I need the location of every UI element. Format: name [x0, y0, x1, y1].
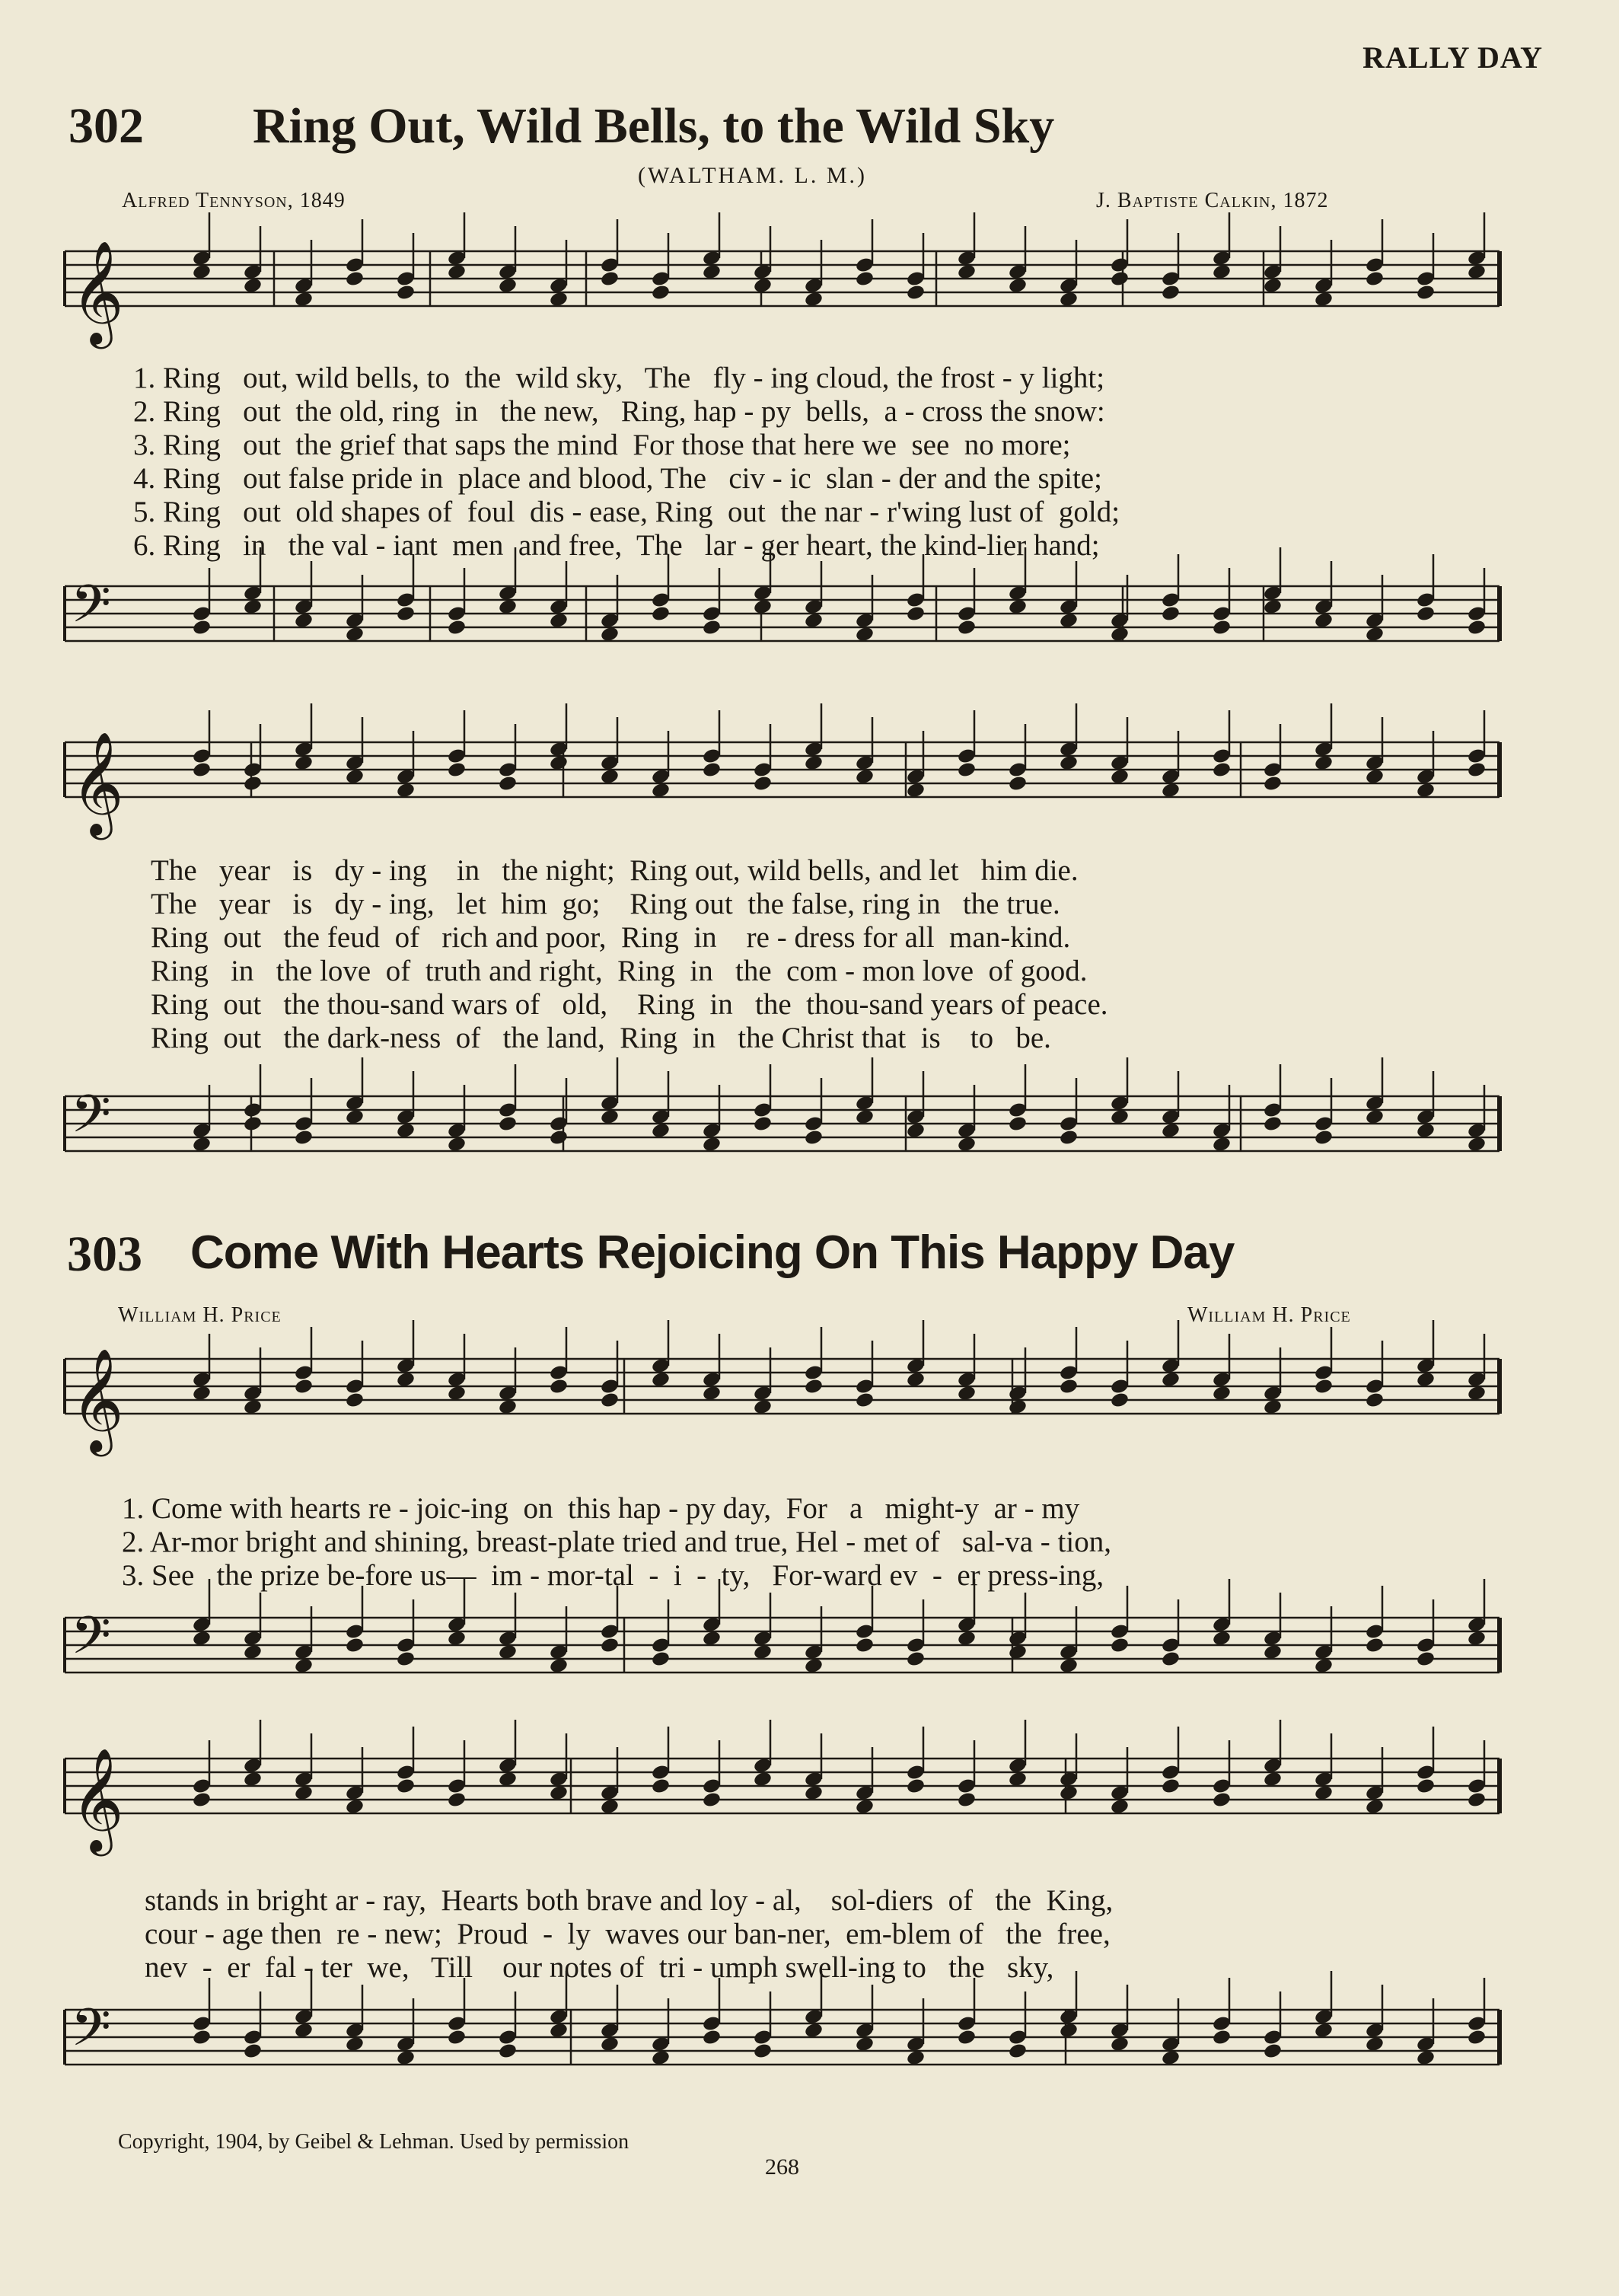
- hymn-302-words-credit: Alfred Tennyson, 1849: [122, 189, 346, 212]
- notehead: [702, 2029, 722, 2046]
- verse-line: Ring in the love of truth and right, Ring in the com - mon love of good.: [151, 955, 1088, 987]
- notehead: [600, 1637, 620, 1654]
- verse-line: 1. Ring out, wild bells, to the wild sky, The fly - ing cloud, the frost - y light;: [133, 362, 1105, 394]
- notehead: [957, 619, 977, 636]
- verse-line: The year is dy - ing in the night; Ring out, wild bells, and let him die.: [151, 854, 1079, 887]
- notehead: [1263, 2042, 1283, 2060]
- notehead: [957, 761, 977, 779]
- verse-line: nev - er fal - ter we, Till our notes of tri - umph swell-ing to the sky,: [145, 1951, 1054, 1984]
- notehead: [1467, 1791, 1487, 1809]
- notehead: [243, 1115, 263, 1133]
- notehead: [447, 619, 467, 636]
- notehead: [1161, 1778, 1181, 1795]
- notehead: [804, 1129, 824, 1146]
- notehead: [1365, 1392, 1385, 1409]
- notehead: [192, 1791, 212, 1809]
- verse-line: 5. Ring out old shapes of foul dis - ease, Ring out the nar - r'wing lust of gold;: [133, 496, 1120, 528]
- notehead: [396, 284, 416, 301]
- notehead: [192, 2029, 212, 2046]
- verse-line: The year is dy - ing, let him go; Ring out the false, ring in the true.: [151, 888, 1060, 920]
- verse-line: Ring out the dark-ness of the land, Ring in the Christ that is to be.: [151, 1022, 1051, 1054]
- hymn-302-verses-system-2: [151, 854, 1108, 1055]
- hymn-302-title: Ring Out, Wild Bells, to the Wild Sky: [253, 98, 1055, 154]
- hymn-303-verses-system-2: [145, 1884, 1113, 1985]
- notehead: [294, 1129, 314, 1146]
- verse-line: Ring out the feud of rich and poor, Ring in re - dress for all man-kind.: [151, 921, 1071, 954]
- notehead: [702, 619, 722, 636]
- notehead: [906, 284, 926, 301]
- notehead: [1263, 775, 1283, 792]
- notehead: [345, 1392, 365, 1409]
- notehead: [906, 1650, 926, 1668]
- verse-line: stands in bright ar - ray, Hearts both brave and loy - al, sol-diers of the King,: [145, 1884, 1114, 1917]
- verse-line: Ring out the thou-sand wars of old, Ring in the thou-sand years of peace.: [151, 988, 1108, 1021]
- notehead: [549, 1129, 569, 1146]
- notehead: [294, 1378, 314, 1395]
- verse-line: 6. Ring in the val - iant men and free, The lar - ger heart, the kind-lier hand;: [133, 529, 1100, 562]
- notehead: [1263, 1115, 1283, 1133]
- bass-clef-icon: 𝄢: [71, 1998, 111, 2071]
- notehead: [1059, 1378, 1079, 1395]
- treble-clef-icon: 𝄞: [71, 1746, 124, 1851]
- section-label: RALLY DAY: [1362, 40, 1543, 75]
- notehead: [396, 1650, 416, 1668]
- notehead: [1314, 1378, 1334, 1395]
- notehead: [1416, 1650, 1436, 1668]
- bass-clef-icon: 𝄢: [71, 1085, 111, 1157]
- treble-clef-icon: 𝄞: [71, 730, 124, 835]
- notehead: [957, 1791, 977, 1809]
- notehead: [855, 1637, 875, 1654]
- notehead: [447, 2029, 467, 2046]
- notehead: [498, 775, 518, 792]
- hymn-303-title: Come With Hearts Rejoicing On This Happy Day: [190, 1226, 1235, 1279]
- notehead: [1110, 270, 1130, 288]
- notehead: [1467, 619, 1487, 636]
- verse-line: 4. Ring out false pride in place and blood, The civ - ic slan - der and the spite;: [133, 462, 1102, 495]
- notehead: [906, 1778, 926, 1795]
- notehead: [651, 284, 671, 301]
- notehead: [396, 1778, 416, 1795]
- page-number: 268: [765, 2154, 799, 2180]
- treble-clef-icon: 𝄞: [71, 1347, 124, 1452]
- notehead: [345, 270, 365, 288]
- notehead: [1467, 761, 1487, 779]
- notehead: [243, 775, 263, 792]
- notehead: [1161, 1650, 1181, 1668]
- notehead: [1416, 605, 1436, 623]
- notehead: [192, 761, 212, 779]
- notehead: [804, 1378, 824, 1395]
- hymn-303-number: 303: [67, 1226, 142, 1282]
- copyright-notice: Copyright, 1904, by Geibel & Lehman. Used by permission: [118, 2130, 629, 2154]
- notehead: [1212, 2029, 1232, 2046]
- notehead: [1008, 775, 1028, 792]
- notehead: [753, 2042, 773, 2060]
- notehead: [1212, 1791, 1232, 1809]
- notehead: [243, 2042, 263, 2060]
- notehead: [1110, 1637, 1130, 1654]
- verse-line: 1. Come with hearts re - joic-ing on this hap - py day, For a might-y ar - my: [122, 1492, 1080, 1525]
- verse-line: 2. Ar-mor bright and shining, breast-plate tried and true, Hel - met of sal-va - tion,: [122, 1526, 1111, 1558]
- verse-line: 2. Ring out the old, ring in the new, Ring, hap - py bells, a - cross the snow:: [133, 395, 1105, 428]
- notehead: [600, 270, 620, 288]
- hymn-303-music-credit: William H. Price: [1187, 1303, 1351, 1327]
- verse-line: cour - age then re - new; Proud - ly waves our ban-ner, em-blem of the free,: [145, 1918, 1111, 1950]
- hymn-303-words-credit: William H. Price: [118, 1303, 282, 1327]
- notehead: [1416, 1778, 1436, 1795]
- notehead: [447, 761, 467, 779]
- notehead: [1008, 1115, 1028, 1133]
- notehead: [1467, 2029, 1487, 2046]
- notehead: [447, 1791, 467, 1809]
- notehead: [753, 1115, 773, 1133]
- bass-clef-icon: 𝄢: [71, 1606, 111, 1679]
- verse-line: 3. Ring out the grief that saps the mind For those that here we see no more;: [133, 429, 1071, 461]
- hymn-302-verses-system-1: [133, 362, 1120, 563]
- notehead: [1212, 761, 1232, 779]
- treble-clef-icon: 𝄞: [71, 239, 124, 344]
- notehead: [651, 1778, 671, 1795]
- notehead: [396, 605, 416, 623]
- verse-line: 3. See the prize be-fore us— im - mor-tal - i - ty, For-ward ev - er press-ing,: [122, 1559, 1104, 1592]
- notehead: [855, 270, 875, 288]
- notehead: [1212, 619, 1232, 636]
- notehead: [1059, 1129, 1079, 1146]
- notehead: [1161, 605, 1181, 623]
- notehead: [753, 775, 773, 792]
- notehead: [651, 605, 671, 623]
- notehead: [600, 1392, 620, 1409]
- notehead: [498, 1115, 518, 1133]
- notehead: [702, 761, 722, 779]
- notehead: [1314, 1129, 1334, 1146]
- notehead: [498, 2042, 518, 2060]
- notehead: [549, 1378, 569, 1395]
- hymn-302-music-credit: J. Baptiste Calkin, 1872: [1096, 189, 1329, 212]
- hymn-302-tune: (WALTHAM. L. M.): [638, 163, 868, 188]
- notehead: [957, 2029, 977, 2046]
- hymn-302-number: 302: [69, 98, 144, 154]
- hymn-303-verses-system-1: [122, 1492, 1111, 1593]
- notehead: [651, 1650, 671, 1668]
- notehead: [702, 1791, 722, 1809]
- notehead: [906, 605, 926, 623]
- notehead: [1365, 270, 1385, 288]
- notehead: [1161, 284, 1181, 301]
- bass-clef-icon: 𝄢: [71, 575, 111, 647]
- notehead: [1110, 1392, 1130, 1409]
- notehead: [192, 619, 212, 636]
- notehead: [1416, 284, 1436, 301]
- notehead: [1365, 1637, 1385, 1654]
- notehead: [1008, 2042, 1028, 2060]
- notehead: [855, 1392, 875, 1409]
- notehead: [345, 1637, 365, 1654]
